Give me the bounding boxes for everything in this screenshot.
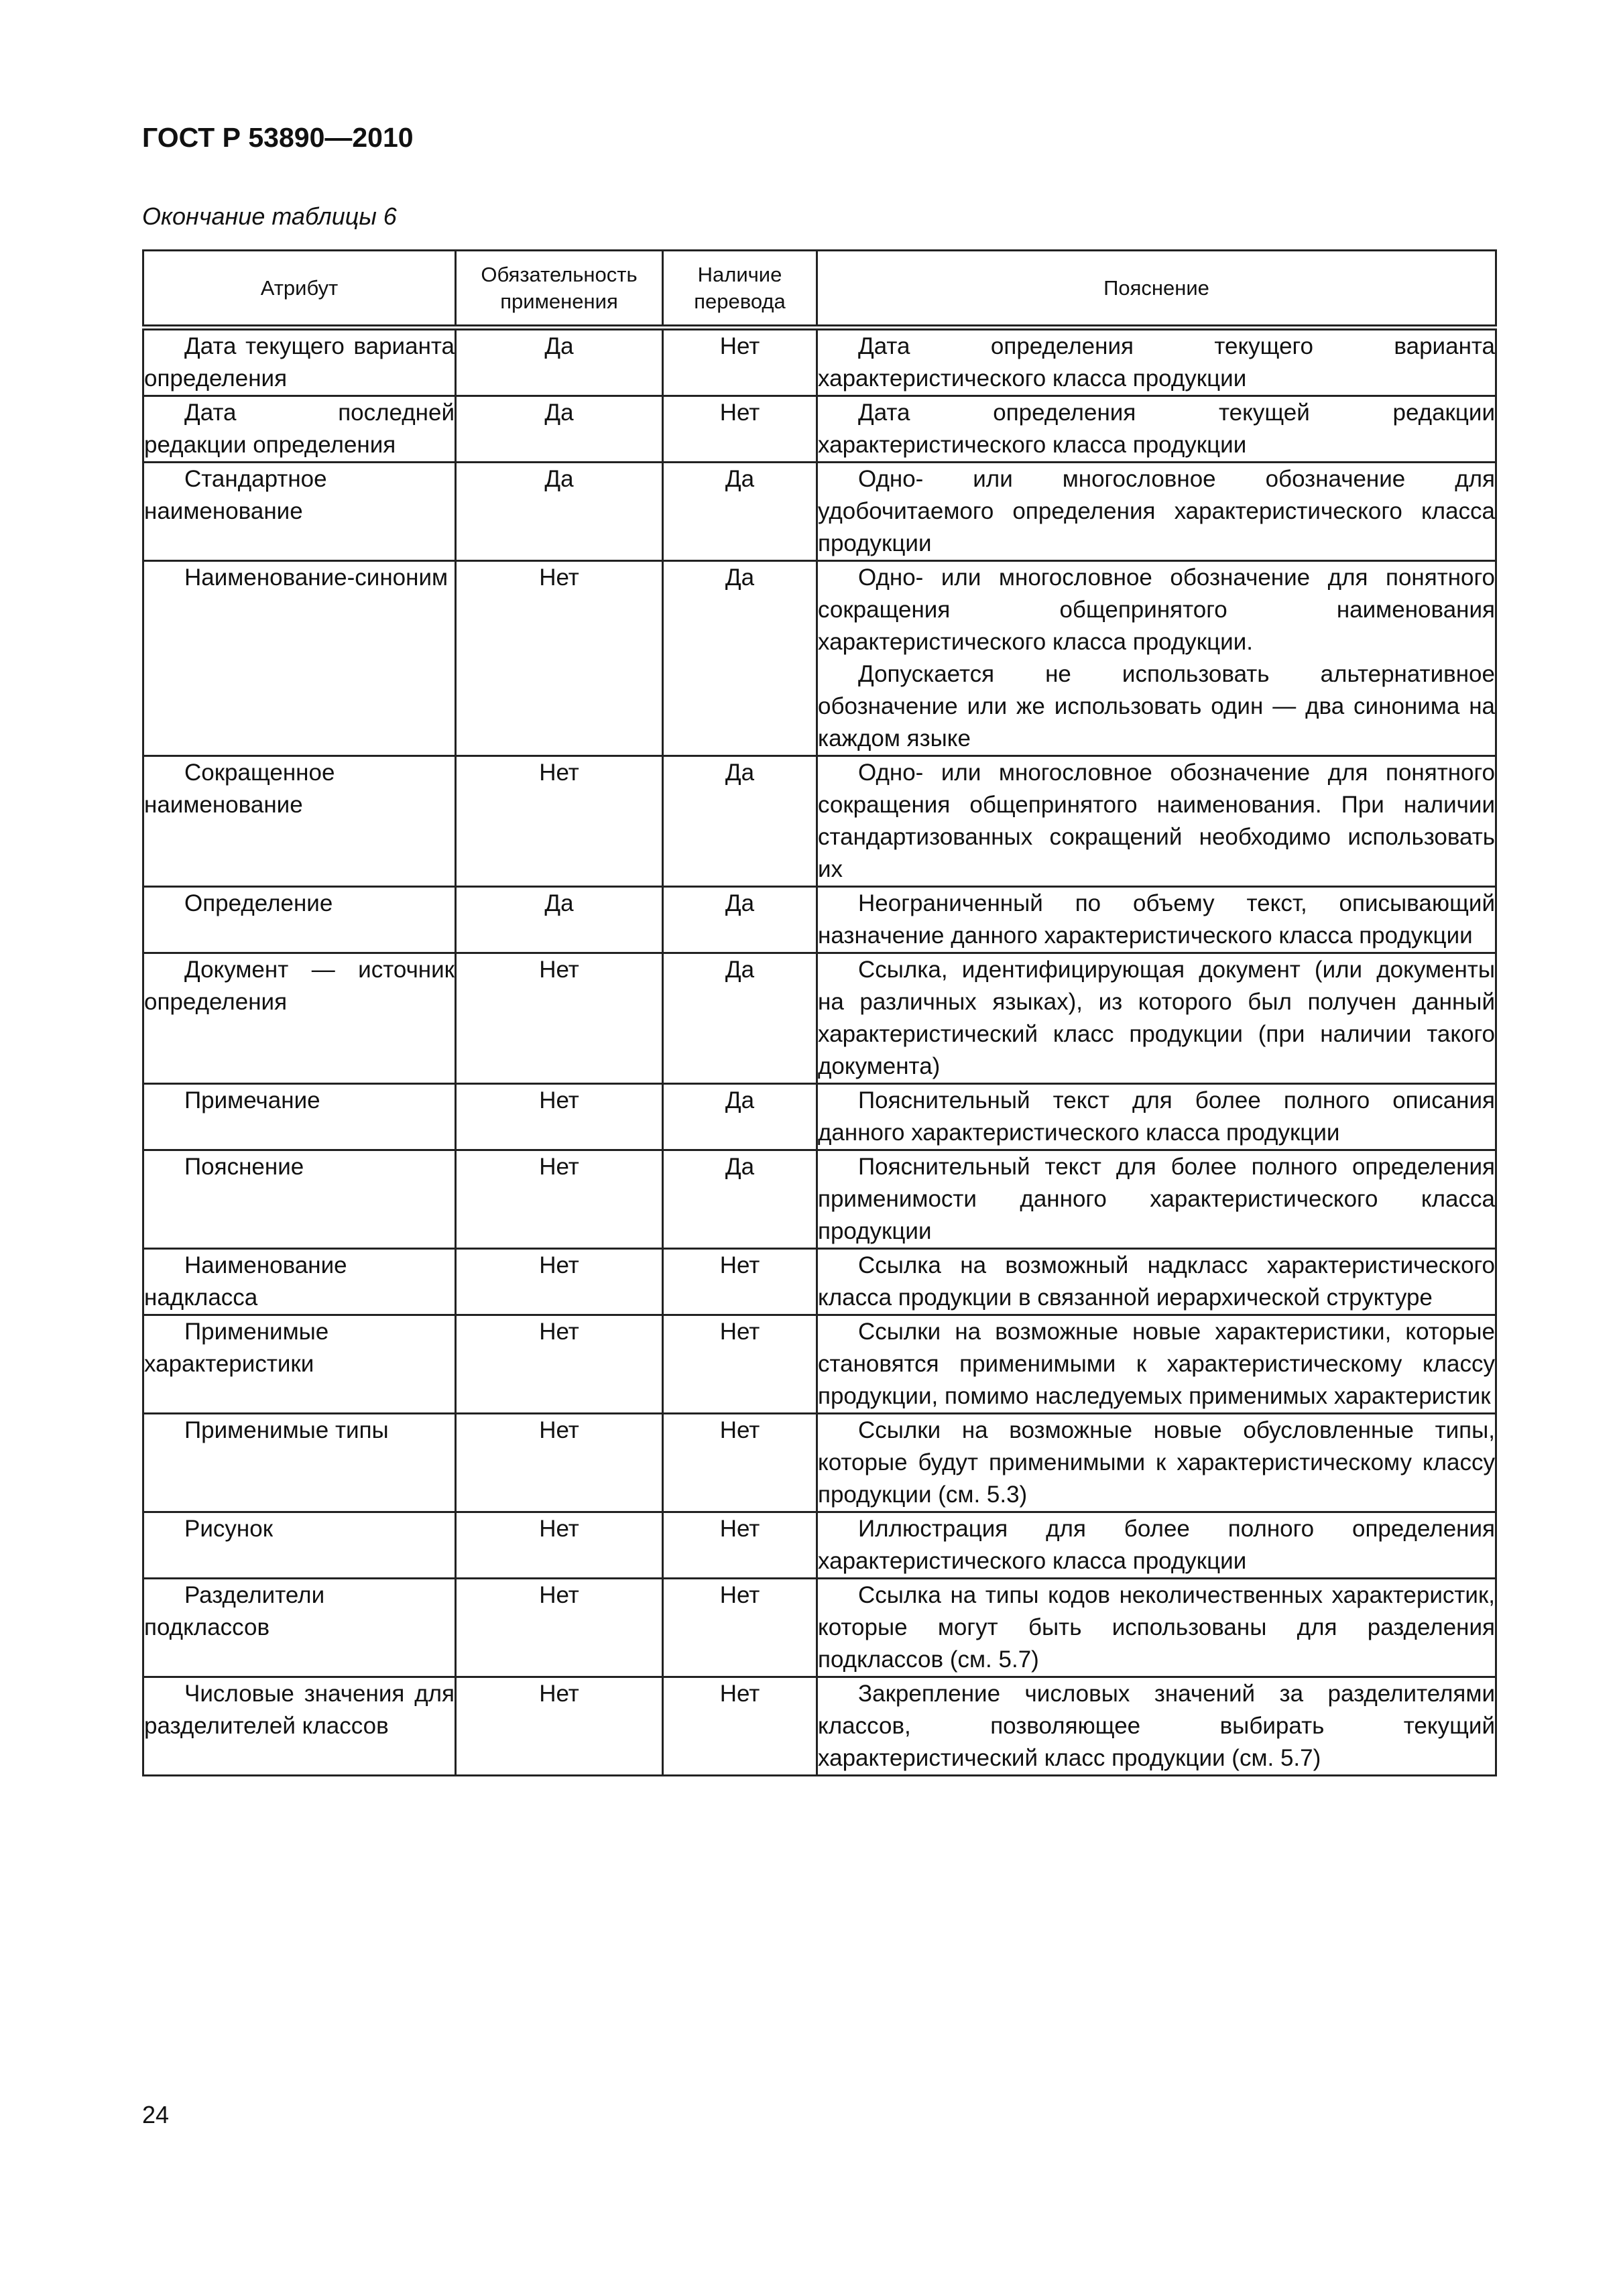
cell-explanation	[817, 463, 1496, 561]
cell-explanation	[817, 1512, 1496, 1579]
cell-attribute: Дата текущего варианта определения	[143, 328, 456, 396]
table-row	[143, 1677, 1496, 1776]
table-row	[143, 887, 1496, 953]
cell-translation: Нет	[663, 1249, 817, 1315]
table-row	[143, 1512, 1496, 1579]
cell-attribute: Числовые значения для разделителей классов	[143, 1677, 456, 1776]
cell-mandatory: Нет	[456, 1315, 663, 1414]
cell-mandatory: Нет	[456, 1512, 663, 1579]
table-row	[143, 396, 1496, 463]
attributes-table	[142, 249, 1497, 1776]
cell-mandatory: Нет	[456, 1677, 663, 1776]
explanation-paragraph: Допускается не использовать альтернативное обозначение или же использовать один — два синонима на каждом языке	[818, 661, 1495, 751]
cell-mandatory: Нет	[456, 1150, 663, 1249]
cell-translation: Нет	[663, 1414, 817, 1512]
cell-mandatory: Нет	[456, 953, 663, 1084]
cell-translation: Да	[663, 953, 817, 1084]
explanation-paragraph: Пояснительный текст для более полного определения применимости данного характеристического класса продукции	[818, 1154, 1495, 1244]
cell-explanation	[817, 1579, 1496, 1677]
explanation-paragraph: Ссылка на типы кодов неколичественных характеристик, которые могут быть использованы для разделения подклассов (см. 5.7)	[818, 1582, 1495, 1673]
cell-attribute: Применимые типы	[143, 1414, 456, 1512]
table-row	[143, 756, 1496, 887]
cell-attribute: Сокращенное наименование	[143, 756, 456, 887]
explanation-paragraph: Неограниченный по объему текст, описывающий назначение данного характеристического класса продукции	[818, 890, 1495, 949]
cell-explanation	[817, 1084, 1496, 1150]
cell-explanation	[817, 756, 1496, 887]
cell-mandatory: Нет	[456, 1084, 663, 1150]
cell-attribute: Рисунок	[143, 1512, 456, 1579]
cell-attribute: Стандартное наименование	[143, 463, 456, 561]
cell-explanation	[817, 1150, 1496, 1249]
cell-translation: Нет	[663, 396, 817, 463]
cell-attribute: Пояснение	[143, 1150, 456, 1249]
cell-attribute: Определение	[143, 887, 456, 953]
explanation-paragraph: Дата определения текущей редакции характеристического класса продукции	[818, 400, 1495, 458]
table-row	[143, 463, 1496, 561]
cell-mandatory: Нет	[456, 1249, 663, 1315]
cell-explanation	[817, 1677, 1496, 1776]
table-row	[143, 1414, 1496, 1512]
cell-attribute: Наименование надкласса	[143, 1249, 456, 1315]
cell-translation: Нет	[663, 1512, 817, 1579]
cell-explanation	[817, 953, 1496, 1084]
cell-attribute: Применимые характеристики	[143, 1315, 456, 1414]
cell-mandatory: Да	[456, 887, 663, 953]
cell-translation: Да	[663, 1150, 817, 1249]
table-row	[143, 561, 1496, 756]
page-number: 24	[142, 2101, 170, 2128]
cell-explanation	[817, 1414, 1496, 1512]
cell-attribute: Наименование-синоним	[143, 561, 456, 756]
cell-attribute: Документ — источник определения	[143, 953, 456, 1084]
table-row	[143, 1249, 1496, 1315]
cell-explanation	[817, 561, 1496, 756]
cell-mandatory: Нет	[456, 561, 663, 756]
explanation-paragraph: Закрепление числовых значений за разделителями классов, позволяющее выбирать текущий характеристический класс продукции (см. 5.7)	[818, 1681, 1495, 1771]
cell-explanation	[817, 396, 1496, 463]
cell-mandatory: Нет	[456, 1414, 663, 1512]
explanation-paragraph: Одно- или многословное обозначение для понятного сокращения общепринятого наименования. При наличии стандартизованных сокращений необходимо использовать их	[818, 760, 1495, 882]
cell-attribute: Разделители подклассов	[143, 1579, 456, 1677]
header-explanation: Пояснение	[817, 251, 1496, 328]
table-row	[143, 1579, 1496, 1677]
explanation-paragraph: Дата определения текущего варианта характеристического класса продукции	[818, 333, 1495, 391]
header-mandatory: Обязательность применения	[456, 251, 663, 328]
table-row	[143, 328, 1496, 396]
cell-mandatory: Нет	[456, 1579, 663, 1677]
cell-mandatory: Да	[456, 463, 663, 561]
header-attribute: Атрибут	[143, 251, 456, 328]
cell-mandatory: Да	[456, 328, 663, 396]
cell-mandatory: Да	[456, 396, 663, 463]
cell-explanation	[817, 328, 1496, 396]
cell-translation: Нет	[663, 328, 817, 396]
cell-explanation	[817, 1315, 1496, 1414]
table-row	[143, 1315, 1496, 1414]
table-caption: Окончание таблицы 6	[142, 202, 397, 230]
explanation-paragraph: Ссылки на возможные новые обусловленные типы, которые будут применимыми к характеристическому классу продукции (см. 5.3)	[818, 1417, 1495, 1508]
cell-translation: Да	[663, 463, 817, 561]
cell-attribute: Примечание	[143, 1084, 456, 1150]
table-body	[143, 328, 1496, 1776]
cell-translation: Нет	[663, 1315, 817, 1414]
explanation-paragraph: Одно- или многословное обозначение для удобочитаемого определения характеристического класса продукции	[818, 466, 1495, 556]
explanation-paragraph: Ссылки на возможные новые характеристики, которые становятся применимыми к характеристическому классу продукции, помимо наследуемых применимых характеристик	[818, 1319, 1495, 1409]
cell-translation: Да	[663, 887, 817, 953]
cell-translation: Да	[663, 561, 817, 756]
cell-explanation	[817, 887, 1496, 953]
table-row	[143, 953, 1496, 1084]
table-header-row	[143, 251, 1496, 328]
explanation-paragraph: Ссылка, идентифицирующая документ (или документы на различных языках), из которого был получен данный характеристический класс продукции (при наличии такого документа)	[818, 957, 1495, 1079]
cell-attribute: Дата последней редакции определения	[143, 396, 456, 463]
table-row	[143, 1150, 1496, 1249]
explanation-paragraph: Пояснительный текст для более полного описания данного характеристического класса продукции	[818, 1087, 1495, 1146]
cell-mandatory: Нет	[456, 756, 663, 887]
cell-translation: Да	[663, 756, 817, 887]
explanation-paragraph: Иллюстрация для более полного определения характеристического класса продукции	[818, 1516, 1495, 1574]
header-translation: Наличие перевода	[663, 251, 817, 328]
document-header: ГОСТ Р 53890—2010	[142, 122, 414, 153]
cell-explanation	[817, 1249, 1496, 1315]
explanation-paragraph: Одно- или многословное обозначение для понятного сокращения общепринятого наименования характеристического класса продукции.	[818, 564, 1495, 655]
cell-translation: Нет	[663, 1677, 817, 1776]
explanation-paragraph: Ссылка на возможный надкласс характеристического класса продукции в связанной иерархической структуре	[818, 1252, 1495, 1311]
cell-translation: Да	[663, 1084, 817, 1150]
table-row	[143, 1084, 1496, 1150]
cell-translation: Нет	[663, 1579, 817, 1677]
